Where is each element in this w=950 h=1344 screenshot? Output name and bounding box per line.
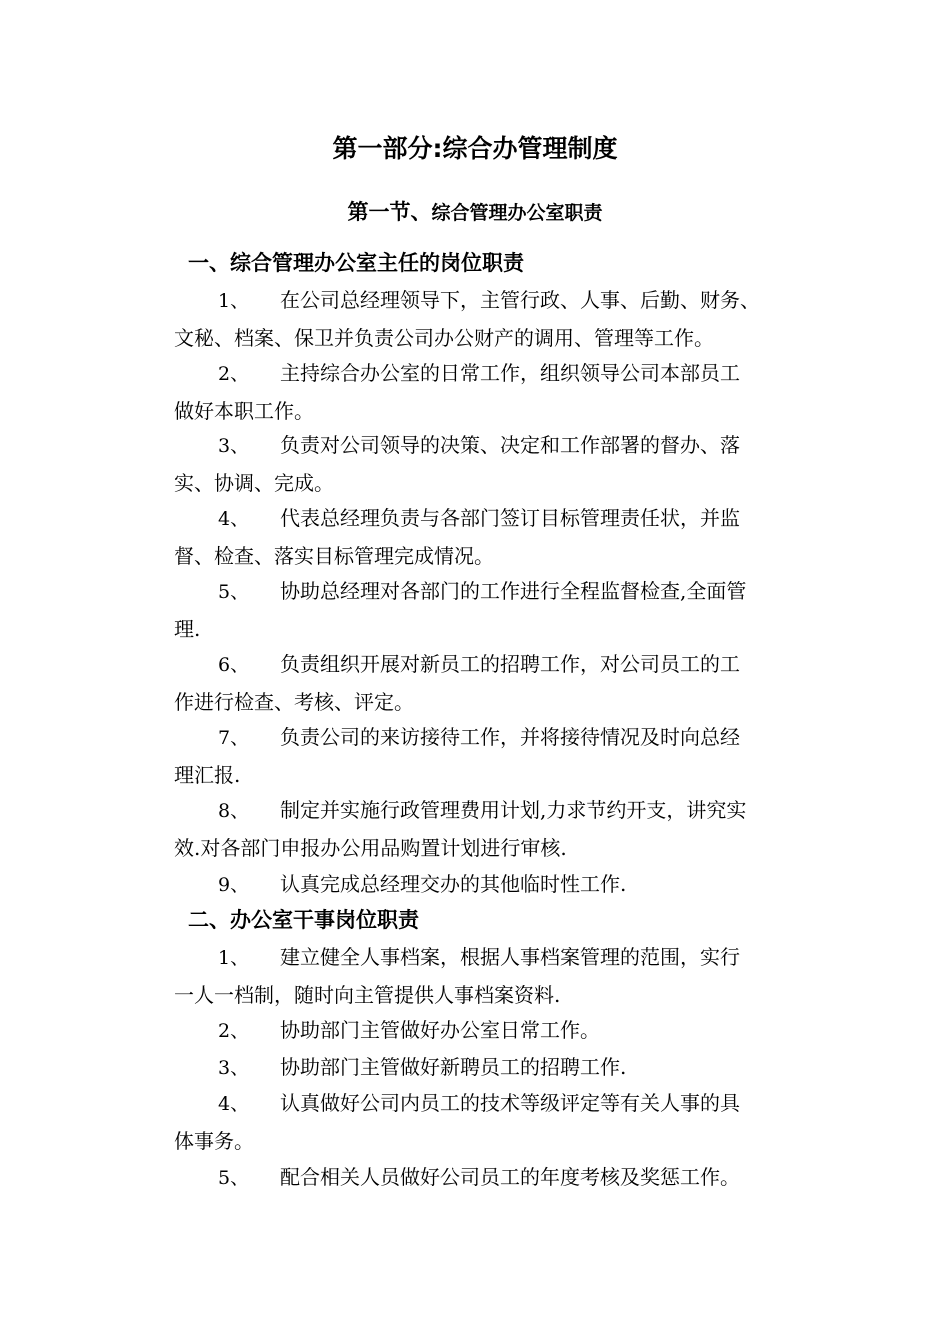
list-item-continuation: 一人一档制，随时向主管提供人事档案资料. — [174, 982, 561, 1007]
list-item — [174, 427, 834, 501]
list-item-text: 制定并实施行政管理费用计划,力求节约开支，讲究实 — [280, 798, 747, 822]
section1-heading: 一、综合管理办公室主任的岗位职责 — [188, 251, 524, 275]
list-item-text: 协助总经理对各部门的工作进行全程监督检查,全面管 — [280, 579, 747, 603]
list-item-text: 认真做好公司内员工的技术等级评定等有关人事的具 — [280, 1091, 740, 1115]
list-item-continuation: 文秘、档案、保卫并负责公司办公财产的调用、管理等工作。 — [174, 325, 714, 350]
list-item-first-line — [174, 1159, 834, 1197]
list-item — [174, 1049, 834, 1087]
list-item — [174, 1159, 834, 1197]
list-item-number: 8、 — [218, 800, 250, 822]
list-item-first-line — [174, 282, 834, 320]
list-item-first-line — [174, 792, 834, 830]
list-item — [174, 939, 834, 1013]
list-item-number: 2、 — [218, 363, 250, 385]
list-item-first-line — [174, 355, 834, 393]
list-item-first-line — [174, 719, 834, 757]
list-item-first-line — [174, 500, 834, 538]
list-item-text: 建立健全人事档案，根据人事档案管理的范围，实行 — [280, 945, 740, 969]
list-item-number: 5、 — [218, 1167, 250, 1189]
list-item-continuation: 作进行检查、考核、评定。 — [174, 689, 414, 714]
section-title — [0, 197, 950, 228]
list-item-first-line — [174, 1012, 834, 1050]
list-item-first-line — [174, 866, 834, 904]
list-item-number: 2、 — [218, 1020, 250, 1042]
list-item-text: 在公司总经理领导下，主管行政、人事、后勤、财务、 — [280, 288, 760, 312]
list-item-first-line — [174, 646, 834, 684]
list-item — [174, 573, 834, 647]
list-item-text: 负责对公司领导的决策、决定和工作部署的督办、落 — [280, 433, 740, 457]
list-item-first-line — [174, 1085, 834, 1123]
list-item-number: 3、 — [218, 435, 250, 457]
list-item-number: 4、 — [218, 508, 250, 530]
list-item-first-line — [174, 1049, 834, 1087]
list-item — [174, 1012, 834, 1050]
list-item-text: 主持综合办公室的日常工作，组织领导公司本部员工 — [280, 361, 740, 385]
list-item — [174, 719, 834, 793]
list-item-continuation: 实、协调、完成。 — [174, 470, 334, 495]
list-item — [174, 500, 834, 574]
list-item-continuation: 做好本职工作。 — [174, 398, 314, 423]
section2-heading: 二、办公室干事岗位职责 — [188, 908, 419, 932]
list-item-number: 9、 — [218, 874, 250, 896]
list-item-text: 协助部门主管做好办公室日常工作。 — [280, 1018, 600, 1042]
section-name: 综合管理办公室职责 — [431, 202, 603, 224]
list-item-number: 5、 — [218, 581, 250, 603]
list-item — [174, 282, 834, 356]
list-item-text: 协助部门主管做好新聘员工的招聘工作. — [280, 1055, 627, 1079]
list-item-number: 1、 — [218, 947, 250, 969]
list-item — [174, 646, 834, 720]
list-item-continuation: 体事务。 — [174, 1128, 254, 1153]
document-title: 第一部分:综合办管理制度 — [332, 134, 618, 163]
section-number: 第一节、 — [347, 200, 432, 224]
list-item-text: 认真完成总经理交办的其他临时性工作. — [280, 872, 627, 896]
list-item-text: 代表总经理负责与各部门签订目标管理责任状，并监 — [280, 506, 740, 530]
list-item-text: 负责公司的来访接待工作，并将接待情况及时向总经 — [280, 725, 740, 749]
list-item — [174, 866, 834, 904]
list-item-first-line — [174, 573, 834, 611]
list-item — [174, 792, 834, 866]
list-item-number: 1、 — [218, 290, 250, 312]
list-item-continuation: 效.对各部门申报办公用品购置计划进行审核. — [174, 835, 567, 860]
list-item-first-line — [174, 939, 834, 977]
list-item-continuation: 理. — [174, 616, 201, 641]
list-item-number: 4、 — [218, 1093, 250, 1115]
list-item-continuation: 督、检查、落实目标管理完成情况。 — [174, 543, 494, 568]
list-item-number: 6、 — [218, 654, 250, 676]
list-item-continuation: 理汇报. — [174, 762, 241, 787]
list-item-first-line — [174, 427, 834, 465]
list-item-text: 配合相关人员做好公司员工的年度考核及奖惩工作。 — [280, 1165, 740, 1189]
list-item-text: 负责组织开展对新员工的招聘工作，对公司员工的工 — [280, 652, 740, 676]
list-item-number: 3、 — [218, 1057, 250, 1079]
list-item — [174, 1085, 834, 1159]
list-item-number: 7、 — [218, 727, 250, 749]
list-item — [174, 355, 834, 429]
